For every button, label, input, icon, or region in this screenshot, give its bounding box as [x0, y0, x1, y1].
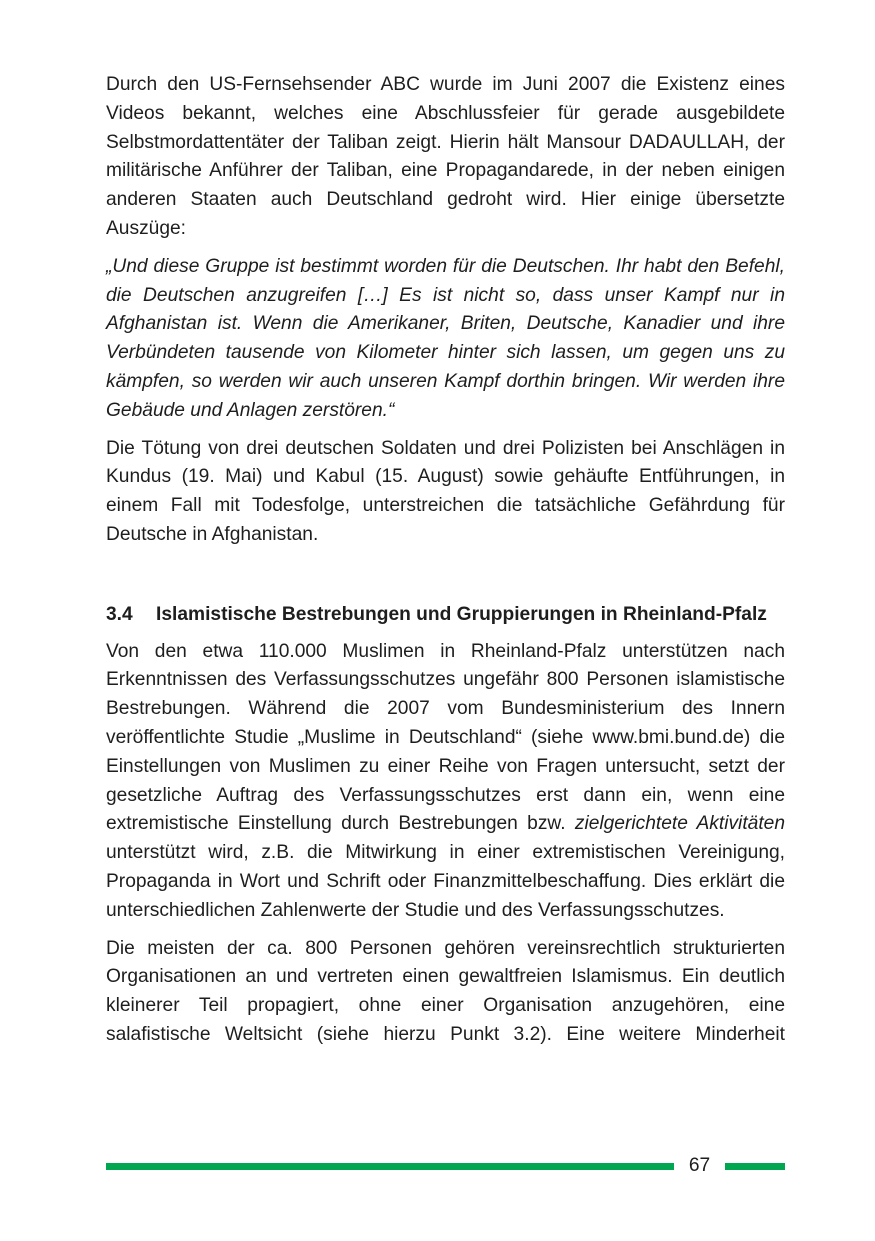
footer-bar-left: [106, 1163, 674, 1170]
paragraph-afghanistan-threat: Die Tötung von drei deutschen Soldaten und drei Polizisten bei Anschlägen in Kundus (19. Mai) und Kabul (15. August) sowie gehäufte Entführungen, in einem Fall mit Todesfolge, unterstreichen die tatsächliche Gefährdung für Deutsche in Afghanistan.: [106, 437, 785, 545]
page-content: [106, 71, 785, 1050]
section-number: 3.4: [106, 603, 133, 625]
section-title: Islamistische Bestrebungen und Gruppierungen in Rheinland-Pfalz: [156, 603, 767, 625]
quote-dadaullah: „Und diese Gruppe ist bestimmt worden für die Deutschen. Ihr habt den Befehl, die Deutschen anzugreifen […] Es ist nicht so, dass unser Kampf nur in Afghanistan ist. Wenn die Amerikaner, Briten, Deutsche, Kanadier und ihre Verbündeten tausende von Kilometer hinter sich lassen, um gegen uns zu kämpfen, so werden wir auch unseren Kampf dorthin bringen. Wir werden ihre Gebäude und Anlagen zerstören.“: [106, 255, 785, 421]
paragraph-text-part: unterstützt wird, z.B. die Mitwirkung in einer extremistischen Vereinigung, Propaganda in Wort und Schrift oder Finanzmittelbeschaffung. Dies erklärt die unterschiedlichen Zahlenwerte der Studie und des Verfassungsschutzes.: [106, 842, 785, 921]
footer-bar-right: [725, 1163, 785, 1170]
paragraph-muslims-rlp: [106, 638, 785, 926]
paragraph-italic-term: zielgerichtete Aktivitäten: [574, 813, 785, 835]
paragraph-abc-video: Durch den US-Fernsehsender ABC wurde im Juni 2007 die Existenz eines Videos bekannt, welches eine Abschlussfeier für gerade ausgebildete Selbstmordattentäter der Taliban zeigt. Hierin hält Mansour DADAULLAH, der militärische Anführer der Taliban, eine Propagandarede, in der neben einigen anderen Staaten auch Deutschland gedroht wird. Hier einige übersetzte Auszüge:: [106, 74, 785, 239]
section-heading: [106, 601, 785, 630]
page-number: 67: [688, 1155, 711, 1176]
paragraph-text-part: Von den etwa 110.000 Muslimen in Rheinland-Pfalz unterstützen nach Erkenntnissen des Verfassungsschutzes ungefähr 800 Personen islamistische Bestrebungen. Während die 2007 vom Bundesministerium des Innern veröffentlichte Studie „Muslime in Deutschland“ (siehe www.bmi.bund.de) die Einstellungen von Muslimen zu einer Reihe von Fragen untersucht, setzt der gesetzliche Auftrag des Verfassungsschutzes erst dann ein, wenn eine extremistische Einstellung durch Bestrebungen bzw.: [106, 640, 785, 835]
paragraph-organisations: Die meisten der ca. 800 Personen gehören vereinsrechtlich strukturierten Organisationen an und vertreten einen gewaltfreien Islamismus. Ein deutlich kleinerer Teil propagiert, ohne einer Organisation anzugehören, eine salafistische Weltsicht (siehe hierzu Punkt 3.2). Eine weitere Minderheit: [106, 937, 785, 1045]
page-footer: [106, 1151, 785, 1181]
